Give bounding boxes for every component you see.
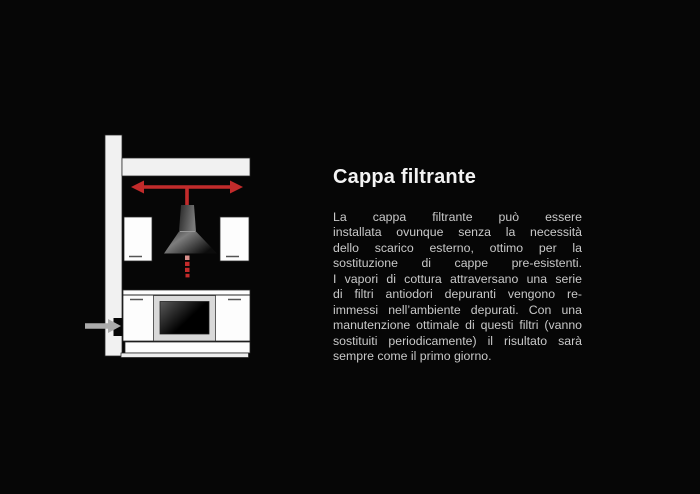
- recirculation-arrow-left-head-icon: [131, 181, 144, 194]
- description-line: immessi nell’ambiente depurati. Con una: [333, 302, 582, 317]
- vapor-dash-icon: [185, 262, 190, 266]
- plinth-strip: [125, 342, 250, 353]
- description-line: installata ovunque senza la necessità: [333, 225, 582, 240]
- baseboard-strip: [121, 353, 249, 358]
- description-line: sostituiti periodicamente) il risultato sarà: [333, 333, 582, 348]
- hood-chimney: [179, 205, 196, 232]
- vapor-dash-icon: [185, 268, 190, 272]
- page-title: Cappa filtrante: [333, 166, 477, 189]
- description-line: manutenzione ottimale di questi filtri (vanno: [333, 318, 582, 333]
- hood-cone: [164, 232, 217, 254]
- upper-cabinet-left: [124, 217, 152, 261]
- description-line: sostituzione di cappe pre-esistenti.: [333, 256, 582, 271]
- description-line: di filtri antiodori depuranti vengono re-: [333, 287, 582, 302]
- description-line: sempre come il primo giorno.: [333, 348, 492, 363]
- oven-window: [160, 302, 209, 335]
- description-line: dello scarico esterno, ottimo per la: [333, 240, 582, 255]
- upper-cabinet-right: [220, 217, 249, 261]
- recirculation-arrow-right-head-icon: [230, 181, 243, 194]
- description-line: La cappa filtrante può essere: [333, 210, 582, 224]
- description-paragraph: [333, 210, 582, 364]
- ceiling-soffit: [122, 158, 250, 176]
- vapor-dash-icon: [185, 256, 190, 261]
- vapor-dash-icon: [186, 274, 190, 278]
- description-line: I vapori di cottura attraversano una serie: [333, 271, 582, 286]
- recirculation-arrow-lines: [140, 187, 234, 207]
